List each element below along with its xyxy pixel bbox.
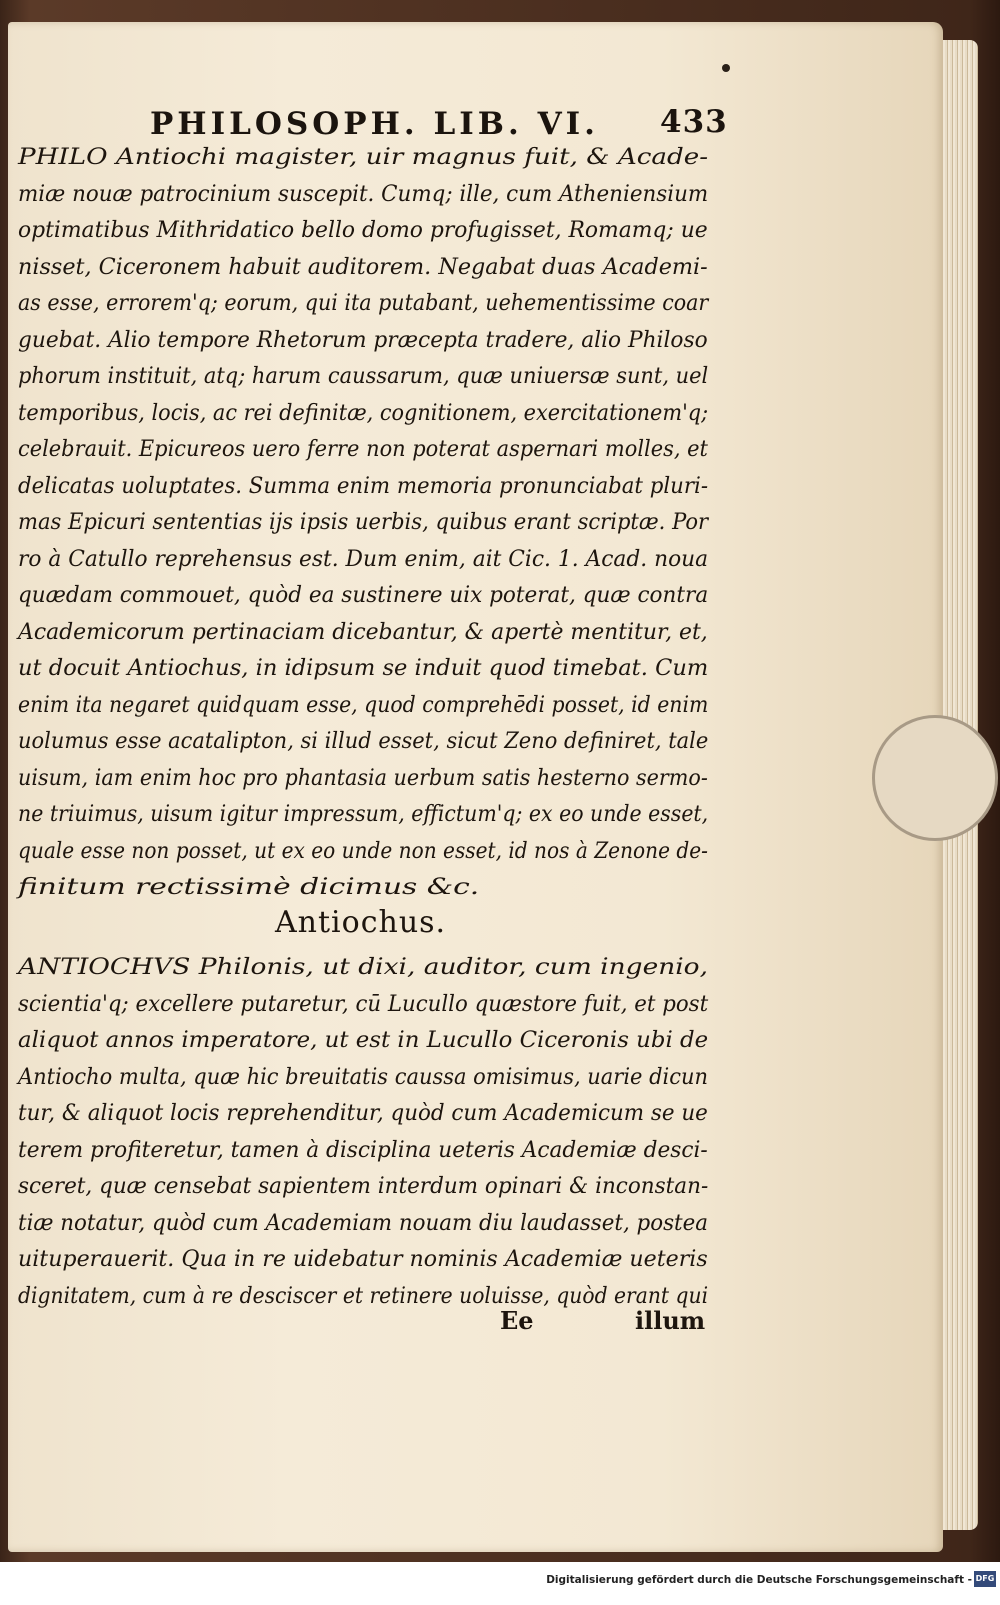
text-line — [18, 950, 718, 987]
text-line-content: temporibus, locis, ac rei definitæ, cognitionem, exercitationem'q; — [18, 400, 709, 426]
ink-spot — [722, 64, 730, 72]
text-line — [18, 1206, 718, 1243]
text-line — [18, 1242, 718, 1279]
text-line — [18, 688, 718, 725]
text-line — [18, 761, 718, 798]
clasp-ring — [872, 715, 998, 841]
text-line — [18, 250, 718, 287]
text-line — [18, 1279, 718, 1316]
text-line — [18, 987, 718, 1024]
text-line — [18, 615, 718, 652]
signature-mark: Ee — [500, 1306, 534, 1335]
text-line — [18, 1096, 718, 1133]
text-line — [18, 213, 718, 250]
text-line-content: ro à Catullo reprehensus est. Dum enim, ait Cic. 1. Acad. noua — [18, 546, 709, 572]
text-line-content: optimatibus Mithridatico bello domo profugisset, Romamq; ue — [18, 218, 708, 243]
text-line — [18, 834, 718, 871]
text-line — [18, 323, 718, 360]
text-line-content: finitum rectissimè dicimus &c. — [18, 875, 480, 900]
text-line — [18, 542, 718, 579]
text-line-content: scientia'q; excellere putaretur, cū Lucullo quæstore fuit, et post — [18, 991, 709, 1017]
text-line-content: uolumus esse acatalipton, si illud esset, sicut Zeno definiret, tale — [18, 729, 709, 754]
text-line-content: miæ nouæ patrocinium suscepit. Cumq; ille, cum Atheniensium — [18, 181, 709, 207]
text-line — [18, 177, 718, 214]
text-line-content: ANTIOCHVS Philonis, ut dixi, auditor, cum ingenio, — [18, 955, 708, 980]
text-line — [18, 870, 718, 907]
antiochus-paragraph — [18, 950, 718, 1315]
text-line-content: ut docuit Antiochus, in idipsum se induit quod timebat. Cum — [18, 656, 709, 681]
text-line-content: uituperauerit. Qua in re uidebatur nominis Academiæ ueteris — [18, 1247, 708, 1272]
text-line-content: quædam commouet, quòd ea sustinere uix poterat, quæ contra — [18, 583, 709, 608]
footer-credit: Digitalisierung gefördert durch die Deutsche Forschungsgemeinschaft - — [546, 1574, 972, 1586]
text-line-content: as esse, errorem'q; eorum, qui ita putabant, uehementissime coar — [18, 291, 709, 316]
text-line-content: mas Epicuri sententias ijs ipsis uerbis, quibus erant scriptæ. Por — [18, 510, 709, 535]
text-line-content: tiæ notatur, quòd cum Academiam nouam diu laudasset, postea — [18, 1210, 709, 1236]
text-line-content: nisset, Ciceronem habuit auditorem. Negabat duas Academi- — [18, 254, 708, 280]
text-line — [18, 797, 718, 834]
text-line — [18, 286, 718, 323]
running-title: PHILOSOPH. LIB. VI. — [150, 106, 599, 142]
text-line-content: quale esse non posset, ut ex eo unde non esset, id nos à Zenone de- — [18, 838, 708, 864]
text-line-content: Academicorum pertinaciam dicebantur, & apertè mentitur, et, — [18, 619, 708, 645]
section-heading: Antiochus. — [275, 905, 447, 940]
text-line — [18, 578, 718, 615]
text-line-content: PHILO Antiochi magister, uir magnus fuit, & Acade- — [18, 145, 709, 170]
text-line-content: uisum, iam enim hoc pro phantasia uerbum satis hesterno sermo- — [18, 765, 708, 791]
text-line — [18, 1169, 718, 1206]
footer — [0, 1568, 1000, 1598]
text-line-content: Antiocho multa, quæ hic breuitatis caussa omisimus, uarie dicun — [18, 1064, 708, 1090]
text-line-content: dignitatem, cum à re desciscer et retinere uoluisse, quòd erant qui — [18, 1283, 709, 1309]
text-line — [18, 505, 718, 542]
text-line-content: guebat. Alio tempore Rhetorum præcepta tradere, alio Philoso — [18, 327, 708, 353]
text-line-content: celebrauit. Epicureos uero ferre non poterat aspernari molles, et — [18, 437, 708, 462]
text-line — [18, 1060, 718, 1097]
text-line — [18, 1023, 718, 1060]
text-line-content: phorum instituit, atq; harum caussarum, quæ uniuersæ sunt, uel — [18, 364, 709, 389]
text-line — [18, 140, 718, 177]
text-line-content: aliquot annos imperatore, ut est in Lucullo Ciceronis ubi de — [18, 1028, 709, 1053]
text-line — [18, 469, 718, 506]
text-line — [18, 1133, 718, 1170]
catchword: illum — [635, 1306, 706, 1335]
text-line-content: tur, & aliquot locis reprehenditur, quòd cum Academicum se ue — [18, 1101, 708, 1126]
text-line-content: enim ita negaret quidquam esse, quod comprehēdi posset, id enim — [18, 692, 709, 718]
page-number: 433 — [660, 104, 728, 140]
text-line — [18, 432, 718, 469]
dfg-logo: DFG — [974, 1571, 996, 1587]
text-line-content: terem profiteretur, tamen à disciplina ueteris Academiæ desci- — [18, 1137, 708, 1163]
philo-paragraph — [18, 140, 718, 907]
text-line — [18, 359, 718, 396]
text-line-content: sceret, quæ censebat sapientem interdum opinari & inconstan- — [18, 1174, 709, 1199]
text-line-content: ne triuimus, uisum igitur impressum, effictum'q; ex eo unde esset, — [18, 802, 709, 827]
text-line — [18, 724, 718, 761]
text-line — [18, 651, 718, 688]
text-line-content: delicatas uoluptates. Summa enim memoria pronunciabat pluri- — [18, 473, 709, 499]
text-line — [18, 396, 718, 433]
